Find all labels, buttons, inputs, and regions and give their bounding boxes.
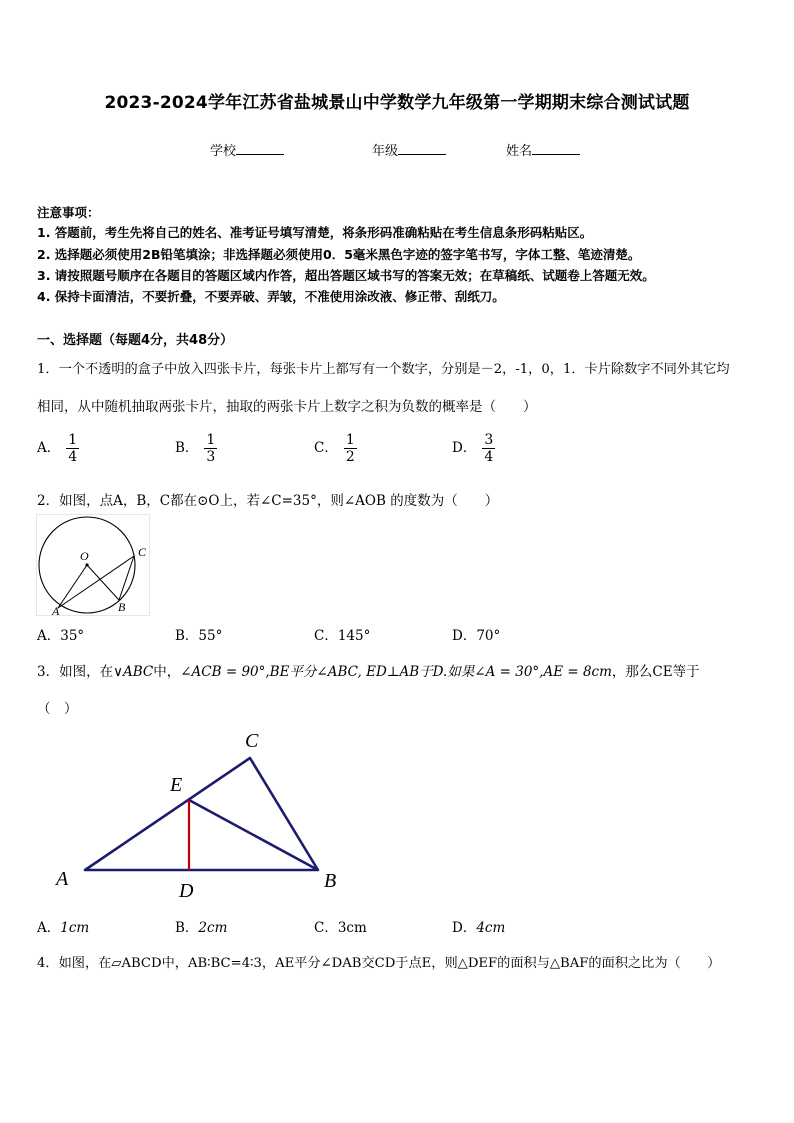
figure-frame — [37, 515, 150, 616]
q1-option-a — [37, 432, 79, 465]
fraction — [66, 432, 79, 465]
label-b: B — [118, 600, 126, 614]
notice-item: 4. 保持卡面清洁，不要折叠，不要弄破、弄皱，不准使用涂改液、修正带、刮纸刀。 — [37, 289, 505, 304]
numerator: 1 — [345, 432, 355, 448]
label-a: A — [52, 604, 60, 616]
q3-math: ∨ABC — [113, 664, 154, 680]
numerator: 3 — [484, 432, 494, 448]
q2-circle-figure — [36, 514, 150, 616]
option-label: D． — [452, 920, 477, 936]
q2-option-b: B．55° — [175, 628, 223, 644]
triangle-abc — [85, 758, 318, 870]
option-label: A． — [37, 440, 61, 456]
grade-label: 年级 — [372, 144, 399, 159]
name-label: 姓名 — [506, 144, 533, 159]
school-field — [210, 140, 284, 159]
option-value: 1cm — [60, 920, 90, 936]
section-heading: 一、选择题（每题4分，共48分） — [37, 333, 234, 348]
school-blank — [236, 142, 284, 155]
name-field — [506, 140, 580, 159]
notice-heading: 注意事项： — [37, 205, 100, 220]
q2-option-c: C．145° — [314, 628, 371, 644]
q3-line2: （ ） — [37, 701, 78, 717]
school-label: 学校 — [210, 144, 237, 159]
option-value: 2cm — [198, 920, 228, 936]
grade-blank — [398, 142, 446, 155]
notice-item: 1. 答题前，考生先将自己的姓名、准考证号填写清楚，将条形码准确粘贴在考生信息条形码粘贴区。 — [37, 225, 593, 240]
option-label: D． — [452, 440, 477, 456]
label-a: A — [56, 868, 69, 890]
label-d: D — [179, 880, 194, 902]
denominator: 4 — [484, 449, 494, 465]
q2-text: 2．如图，点A，B，C都在⊙O上，若∠C=35°，则∠AOB 的度数为（ ） — [37, 493, 499, 509]
numerator: 1 — [68, 432, 78, 448]
notice-item: 2. 选择题必须使用2B铅笔填涂；非选择题必须使用0．5毫米黑色字迹的签字笔书写，字体工整、笔迹清楚。 — [37, 247, 641, 262]
label-c: C — [245, 730, 259, 752]
denominator: 3 — [206, 449, 216, 465]
point-o — [85, 563, 88, 566]
label-b: B — [324, 870, 337, 892]
q3-suffix: ，那么CE等于 — [611, 664, 700, 680]
q1-option-c — [314, 432, 357, 465]
option-label: B． — [175, 440, 199, 456]
label-o: O — [80, 549, 89, 563]
notice-item: 3. 请按照题号顺序在各题目的答题区域内作答，超出答题区域书写的答案无效；在草稿纸、试题卷上答题无效。 — [37, 268, 655, 283]
q3-option-c — [314, 916, 367, 936]
option-label: C． — [314, 440, 338, 456]
name-blank — [532, 142, 580, 155]
q3-option-a — [37, 916, 89, 936]
label-e: E — [170, 774, 183, 796]
q3-option-b — [175, 916, 227, 936]
option-label: A． — [37, 920, 61, 936]
fraction — [344, 432, 357, 465]
q1-option-d — [452, 432, 495, 465]
denominator: 2 — [345, 449, 355, 465]
q1-line1: 1．一个不透明的盒子中放入四张卡片，每张卡片上都写有一个数字，分别是－2，-1，0，1．卡片除数字不同外其它均 — [37, 362, 730, 377]
segment-be — [189, 800, 318, 870]
q3-line1 — [37, 660, 700, 680]
q3-prefix: 3．如图，在 — [37, 664, 114, 680]
denominator: 4 — [68, 449, 78, 465]
fraction — [482, 432, 495, 465]
option-value: 3cm — [337, 920, 367, 936]
label-c: C — [138, 545, 147, 559]
q2-option-d: D．70° — [452, 628, 501, 644]
q3-triangle-figure — [50, 725, 360, 905]
fraction — [204, 432, 217, 465]
q3-math2: ∠ACB = 90°,BE平分∠ABC, ED⊥AB于D.如果∠A = 30°,AE = 8cm — [180, 664, 612, 680]
option-label: B． — [175, 920, 199, 936]
page-title: 2023-2024学年江苏省盐城景山中学数学九年级第一学期期末综合测试试题 — [104, 93, 690, 113]
q3-option-d — [452, 916, 505, 936]
option-value: 4cm — [476, 920, 506, 936]
option-label: C． — [314, 920, 338, 936]
grade-field — [372, 140, 446, 159]
q3-mid: 中， — [153, 664, 181, 680]
q1-option-b — [175, 432, 217, 465]
q4-text: 4．如图，在▱ABCD中，AB∶BC=4∶3，AE平分∠DAB交CD于点E，则△DEF的面积与△BAF的面积之比为（ ） — [37, 956, 721, 971]
q1-line2: 相同，从中随机抽取两张卡片，抽取的两张卡片上数字之积为负数的概率是（ ） — [37, 399, 537, 415]
q2-option-a: A．35° — [37, 628, 85, 644]
numerator: 1 — [206, 432, 216, 448]
